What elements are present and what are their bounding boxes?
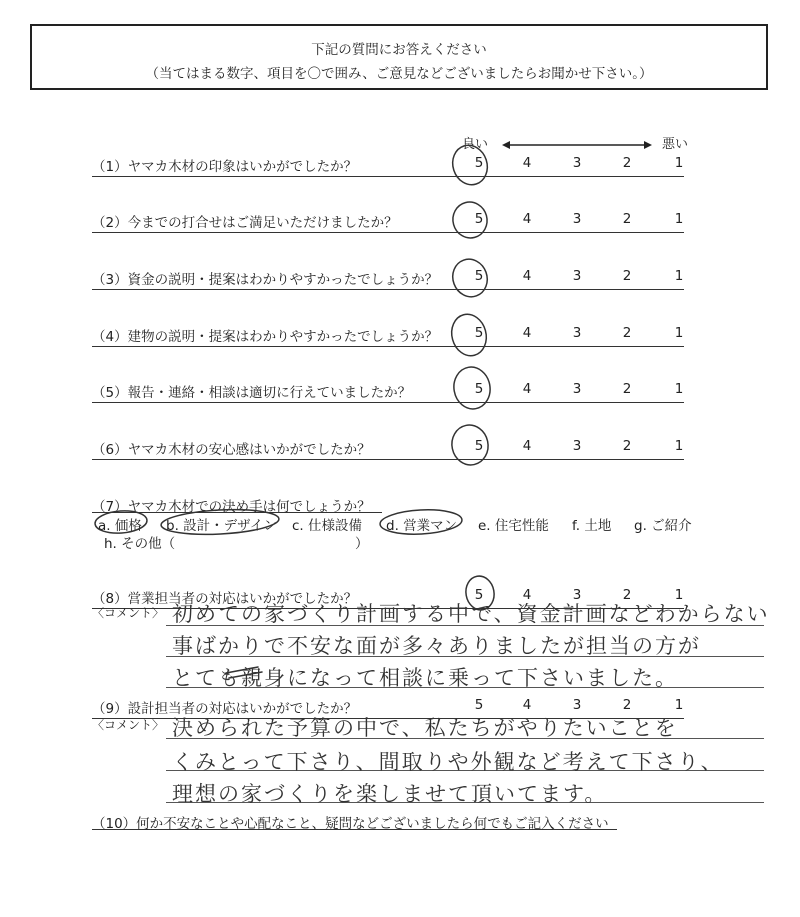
q5-score-2[interactable]: 2: [622, 381, 632, 397]
question-row-5: [92, 378, 684, 403]
q2-score-5[interactable]: 5: [474, 211, 484, 227]
q1-score-4[interactable]: 4: [522, 155, 532, 171]
q7-option-a[interactable]: a. 価格: [98, 518, 142, 534]
q8-score-3[interactable]: 3: [572, 587, 582, 603]
question-7-label: （7）ヤマカ木材での決め手は何でしょうか？: [92, 499, 371, 515]
q3-score-4[interactable]: 4: [522, 268, 532, 284]
q4-score-4[interactable]: 4: [522, 325, 532, 341]
scale-arrow-icon: [502, 140, 652, 150]
question-row-3: [92, 265, 684, 290]
question-row-4: [92, 322, 684, 347]
header-box: [30, 24, 768, 90]
q5-score-5[interactable]: 5: [474, 381, 484, 397]
survey-instructions: （当てはまる数字、項目を〇で囲み、ご意見などございましたらお聞かせ下さい。）: [145, 66, 653, 82]
q2-score-1[interactable]: 1: [674, 211, 684, 227]
q3-score-5[interactable]: 5: [474, 268, 484, 284]
q9-score-2[interactable]: 2: [622, 697, 632, 713]
q9-score-3[interactable]: 3: [572, 697, 582, 713]
question-row-2: [92, 208, 684, 233]
q4-score-2[interactable]: 2: [622, 325, 632, 341]
question-4-label: （4）建物の説明・提案はわかりやすかったでしょうか？: [92, 329, 439, 345]
q1-score-2[interactable]: 2: [622, 155, 632, 171]
survey-title: 下記の質問にお答えください: [311, 42, 487, 58]
q3-score-3[interactable]: 3: [572, 268, 582, 284]
q6-score-3[interactable]: 3: [572, 438, 582, 454]
q1-score-3[interactable]: 3: [572, 155, 582, 171]
q2-score-4[interactable]: 4: [522, 211, 532, 227]
q6-score-5[interactable]: 5: [474, 438, 484, 454]
q5-score-3[interactable]: 3: [572, 381, 582, 397]
q8-comment-label: 〈コメント〉: [92, 606, 165, 620]
q7-option-h-close: ）: [355, 536, 369, 552]
q7-option-f[interactable]: f. 土地: [572, 518, 612, 534]
q7-option-d[interactable]: d. 営業マン: [386, 518, 458, 534]
scale-good-label: 良い: [462, 137, 489, 152]
question-8-label: （8）営業担当者の対応はいかがでしたか？: [92, 591, 358, 607]
q9-comment-text-2[interactable]: くみとって下さり、間取りや外観など考えて下さり、: [172, 750, 724, 774]
q9-comment-label: 〈コメント〉: [92, 718, 165, 732]
q6-score-4[interactable]: 4: [522, 438, 532, 454]
q9-score-4[interactable]: 4: [522, 697, 532, 713]
question-3-label: （3）資金の説明・提案はわかりやすかったでしょうか？: [92, 272, 439, 288]
q9-score-5[interactable]: 5: [474, 697, 484, 713]
q7-option-c[interactable]: c. 仕様設備: [292, 518, 363, 534]
q8-score-2[interactable]: 2: [622, 587, 632, 603]
q1-score-5[interactable]: 5: [474, 155, 484, 171]
question-1-label: （1）ヤマカ木材の印象はいかがでしたか？: [92, 159, 358, 175]
question-6-label: （6）ヤマカ木材の安心感はいかがでしたか？: [92, 442, 371, 458]
q6-score-2[interactable]: 2: [622, 438, 632, 454]
q2-score-2[interactable]: 2: [622, 211, 632, 227]
q3-score-1[interactable]: 1: [674, 268, 684, 284]
q5-score-1[interactable]: 1: [674, 381, 684, 397]
q7-option-g[interactable]: g. ご紹介: [634, 518, 692, 534]
q4-score-5[interactable]: 5: [474, 325, 484, 341]
q7-option-e[interactable]: e. 住宅性能: [478, 518, 549, 534]
q8-comment-text-2[interactable]: 事ばかりで不安な面が多々ありましたが担当の方が: [172, 634, 701, 658]
question-5-label: （5）報告・連絡・相談は適切に行えていましたか？: [92, 385, 412, 401]
question-row-1: [92, 152, 684, 177]
question-10-label: （10）何か不安なことや心配なこと、疑問などございましたら何でもご記入ください: [92, 816, 609, 832]
q7-option-b[interactable]: b. 設計・デザイン: [166, 518, 277, 534]
q2-score-3[interactable]: 3: [572, 211, 582, 227]
question-2-label: （2）今までの打合せはご満足いただけましたか？: [92, 215, 398, 231]
q8-comment-text-1[interactable]: 初めての家づくり計画する中で、資金計画などわからない: [172, 602, 770, 626]
q7-option-h[interactable]: h. その他（: [104, 536, 176, 552]
question-9-label: （9）設計担当者の対応はいかがでしたか？: [92, 701, 358, 717]
q4-score-1[interactable]: 1: [674, 325, 684, 341]
question-row-6: [92, 435, 684, 460]
q9-score-1[interactable]: 1: [674, 697, 684, 713]
scale-bad-label: 悪い: [662, 137, 689, 152]
q9-comment-text-3[interactable]: 理想の家づくりを楽しませて頂いてます。: [172, 782, 608, 806]
q8-score-1[interactable]: 1: [674, 587, 684, 603]
q4-score-3[interactable]: 3: [572, 325, 582, 341]
q8-score-5[interactable]: 5: [474, 587, 484, 603]
q3-score-2[interactable]: 2: [622, 268, 632, 284]
question-7-underline: [92, 512, 382, 513]
q6-score-1[interactable]: 1: [674, 438, 684, 454]
q8-score-4[interactable]: 4: [522, 587, 532, 603]
q5-score-4[interactable]: 4: [522, 381, 532, 397]
q9-comment-text-1[interactable]: 決められた予算の中で、私たちがやりたいことを: [172, 716, 678, 740]
question-10-underline: [92, 829, 617, 830]
q8-comment-text-3[interactable]: とても親身になって相談に乗って下さいました。: [172, 666, 678, 690]
q1-score-1[interactable]: 1: [674, 155, 684, 171]
